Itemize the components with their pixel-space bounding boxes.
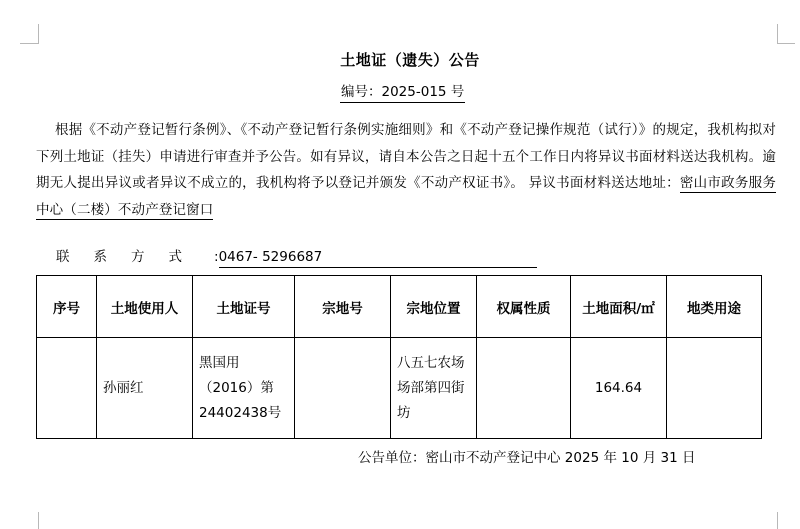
- header-seq: 序号: [37, 276, 97, 338]
- cell-seq: [37, 338, 97, 439]
- notice-number: 编号：2025-015 号: [340, 84, 465, 103]
- cell-land-use: [667, 338, 762, 439]
- cell-ownership: [477, 338, 571, 439]
- crop-mark-bottom-left-v: [38, 512, 39, 529]
- header-location: 宗地位置: [391, 276, 477, 338]
- header-ownership: 权属性质: [477, 276, 571, 338]
- crop-mark-top-left-h: [20, 43, 39, 44]
- header-parcel-no: 宗地号: [295, 276, 391, 338]
- crop-mark-top-right-h: [777, 43, 795, 44]
- cell-holder: 孙丽红: [97, 338, 193, 439]
- table-header-row: [37, 276, 762, 338]
- header-holder: 土地使用人: [97, 276, 193, 338]
- issuer-name: 密山市不动产登记中心: [425, 450, 561, 466]
- body-text: 根据《不动产登记暂行条例》、《不动产登记暂行条例实施细则》和《不动产登记操作规范（试行）》的规定，我机构拟对下列土地证（挂失）申请进行审查并予公告。如有异议，请自本公告之日起十五个工作日内将异议书面材料送达我机构。逾期无人提出异议或者异议不成立的，我机构将予以登记并颁发《不动产权证书》。: [36, 122, 776, 191]
- notice-footer: [358, 446, 695, 466]
- header-land-use: 地类用途: [667, 276, 762, 338]
- crop-mark-bottom-right-v: [777, 512, 778, 529]
- cell-location: 八五七农场场部第四街坊: [391, 338, 477, 439]
- contact-label: 联系方式: [56, 249, 206, 265]
- registration-table: [36, 275, 762, 439]
- notice-title: 土地证（遗失）公告: [340, 51, 480, 69]
- contact-colon: :: [214, 249, 219, 265]
- issuer-label: 公告单位：: [358, 450, 426, 466]
- header-area-text: 土地面积/㎡: [582, 300, 655, 317]
- crop-mark-top-right-v: [777, 24, 778, 44]
- address-label: 异议书面材料送达地址：: [528, 175, 680, 191]
- table-row: [37, 338, 762, 439]
- notice-date: 2025 年 10 月 31 日: [564, 450, 696, 466]
- contact-phone: 0467- 5296687: [219, 249, 537, 268]
- header-area: [571, 276, 667, 338]
- header-cert-no: 土地证号: [193, 276, 295, 338]
- contact-line: [56, 249, 537, 268]
- address-value: 密山市政务服务中心（二楼）不动产登记窗口: [36, 175, 776, 218]
- crop-mark-top-left-v: [38, 24, 39, 44]
- cell-cert-no: 黑国用（2016）第24402438号: [193, 338, 295, 439]
- cell-parcel-no: [295, 338, 391, 439]
- notice-body: [36, 117, 776, 223]
- cell-area: 164.64: [571, 338, 667, 439]
